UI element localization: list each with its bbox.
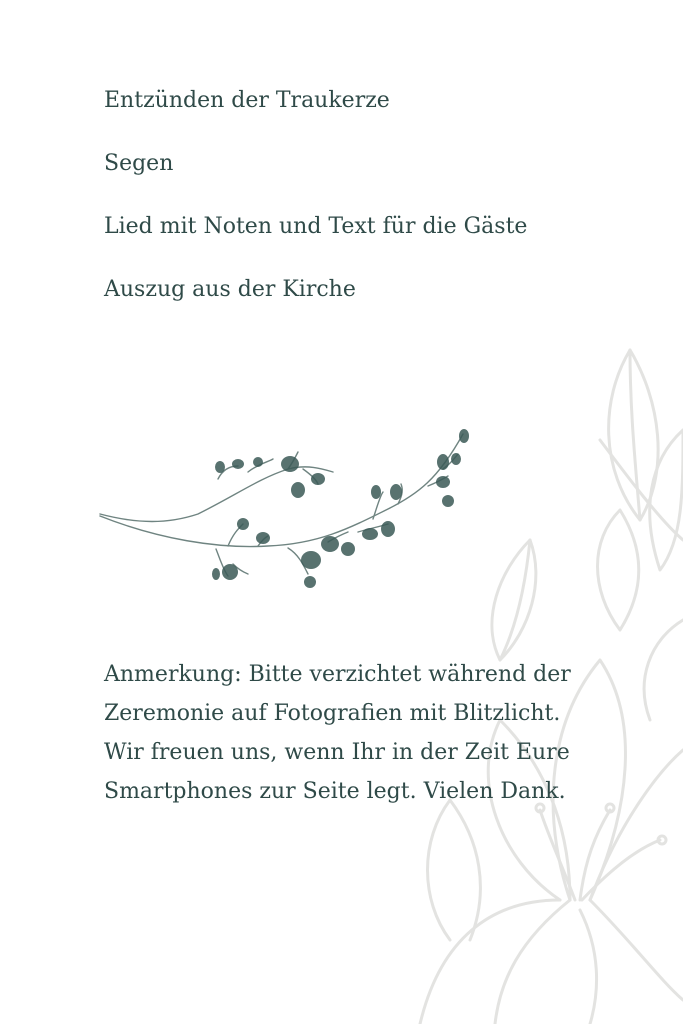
leaf-branch-illustration (98, 424, 478, 604)
note-line: Wir freuen uns, wenn Ihr in der Zeit Eure (104, 740, 570, 765)
note-paragraph (104, 655, 574, 811)
program-item: Auszug aus der Kirche (104, 277, 356, 302)
program-item: Entzünden der Traukerze (104, 88, 390, 113)
program-item: Segen (104, 151, 174, 176)
note-line: Anmerkung: Bitte verzichtet während der (104, 662, 571, 687)
program-item: Lied mit Noten und Text für die Gäste (104, 214, 528, 239)
note-line: Zeremonie auf Fotografien mit Blitzlicht. (104, 701, 561, 726)
note-line: Smartphones zur Seite legt. Vielen Dank. (104, 779, 566, 804)
program-list (104, 88, 527, 340)
